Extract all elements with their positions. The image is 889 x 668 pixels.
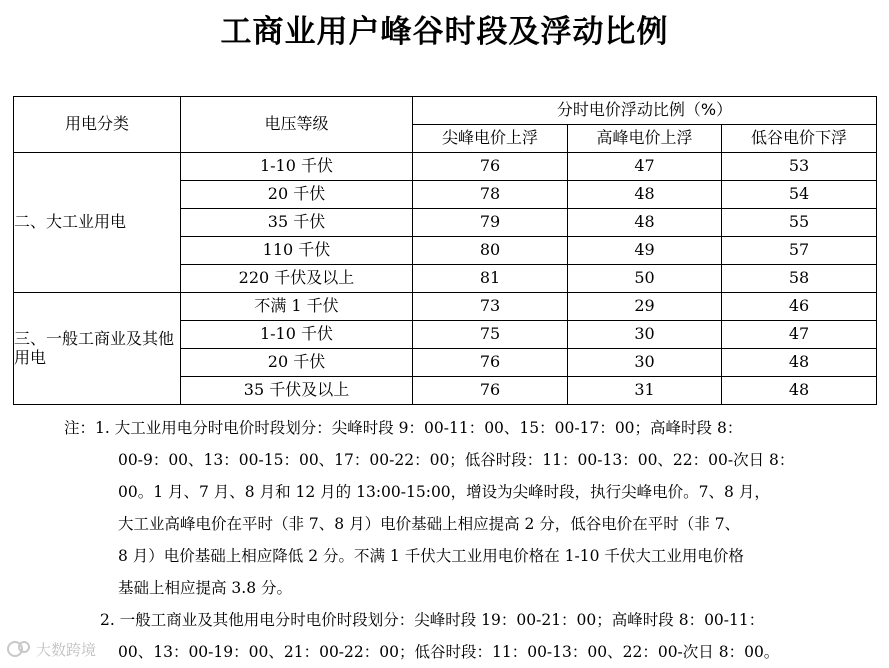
peak-cell: 76 <box>413 153 568 181</box>
category-cell: 三、一般工商业及其他用电 <box>14 293 181 405</box>
high-cell: 50 <box>568 265 722 293</box>
voltage-cell: 1-10 千伏 <box>181 153 413 181</box>
high-cell: 48 <box>568 181 722 209</box>
note-line: 00、13：00-19：00、21：00-22：00；低谷时段：11：00-13：00、22：00-次日 8：00。 <box>118 643 780 661</box>
header-float-ratio: 分时电价浮动比例（%） <box>413 97 877 125</box>
peak-cell: 78 <box>413 181 568 209</box>
note-line: 注：1. 大工业用电分时电价时段划分：尖峰时段 9：00-11：00、15：00-17：00；高峰时段 8： <box>64 419 743 437</box>
voltage-cell: 110 千伏 <box>181 237 413 265</box>
high-cell: 49 <box>568 237 722 265</box>
low-cell: 53 <box>722 153 877 181</box>
table-row <box>14 293 877 321</box>
voltage-cell: 20 千伏 <box>181 349 413 377</box>
note-line: 00-9：00、13：00-15：00、17：00-22：00；低谷时段：11：00-13：00、22：00-次日 8： <box>118 451 795 469</box>
high-cell: 48 <box>568 209 722 237</box>
header-peak: 尖峰电价上浮 <box>413 125 568 153</box>
peak-cell: 79 <box>413 209 568 237</box>
low-cell: 55 <box>722 209 877 237</box>
table-row <box>14 153 877 181</box>
peak-cell: 76 <box>413 377 568 405</box>
low-cell: 48 <box>722 377 877 405</box>
watermark-logo-icon <box>6 638 32 660</box>
peak-cell: 81 <box>413 265 568 293</box>
high-cell: 47 <box>568 153 722 181</box>
low-cell: 54 <box>722 181 877 209</box>
peak-cell: 76 <box>413 349 568 377</box>
voltage-cell: 1-10 千伏 <box>181 321 413 349</box>
low-cell: 47 <box>722 321 877 349</box>
voltage-cell: 35 千伏 <box>181 209 413 237</box>
note-line: 大工业高峰电价在平时（非 7、8 月）电价基础上相应提高 2 分，低谷电价在平时（非 7、 <box>118 515 741 533</box>
tariff-table <box>13 96 877 405</box>
low-cell: 58 <box>722 265 877 293</box>
watermark <box>6 634 126 664</box>
header-voltage: 电压等级 <box>181 97 413 153</box>
category-cell: 二、大工业用电 <box>14 153 181 293</box>
header-low: 低谷电价下浮 <box>722 125 877 153</box>
voltage-cell: 220 千伏及以上 <box>181 265 413 293</box>
low-cell: 46 <box>722 293 877 321</box>
peak-cell: 80 <box>413 237 568 265</box>
low-cell: 57 <box>722 237 877 265</box>
note-line: 基础上相应提高 3.8 分。 <box>118 579 293 597</box>
high-cell: 30 <box>568 321 722 349</box>
watermark-text: 大数跨境 <box>36 640 97 659</box>
high-cell: 31 <box>568 377 722 405</box>
header-category: 用电分类 <box>14 97 181 153</box>
page-title: 工商业用户峰谷时段及浮动比例 <box>220 14 669 50</box>
note-line: 2. 一般工商业及其他用电分时电价时段划分：尖峰时段 19：00-21：00；高峰时段 8：00-11： <box>100 611 765 629</box>
low-cell: 48 <box>722 349 877 377</box>
peak-cell: 75 <box>413 321 568 349</box>
voltage-cell: 35 千伏及以上 <box>181 377 413 405</box>
high-cell: 29 <box>568 293 722 321</box>
note-line: 00。1 月、7 月、8 月和 12 月的 13:00-15:00，增设为尖峰时段，执行尖峰电价。7、8 月， <box>118 483 770 501</box>
voltage-cell: 20 千伏 <box>181 181 413 209</box>
high-cell: 30 <box>568 349 722 377</box>
note-line: 8 月）电价基础上相应降低 2 分。不满 1 千伏大工业用电价格在 1-10 千伏大工业用电价格 <box>118 547 744 565</box>
voltage-cell: 不满 1 千伏 <box>181 293 413 321</box>
peak-cell: 73 <box>413 293 568 321</box>
header-high: 高峰电价上浮 <box>568 125 722 153</box>
